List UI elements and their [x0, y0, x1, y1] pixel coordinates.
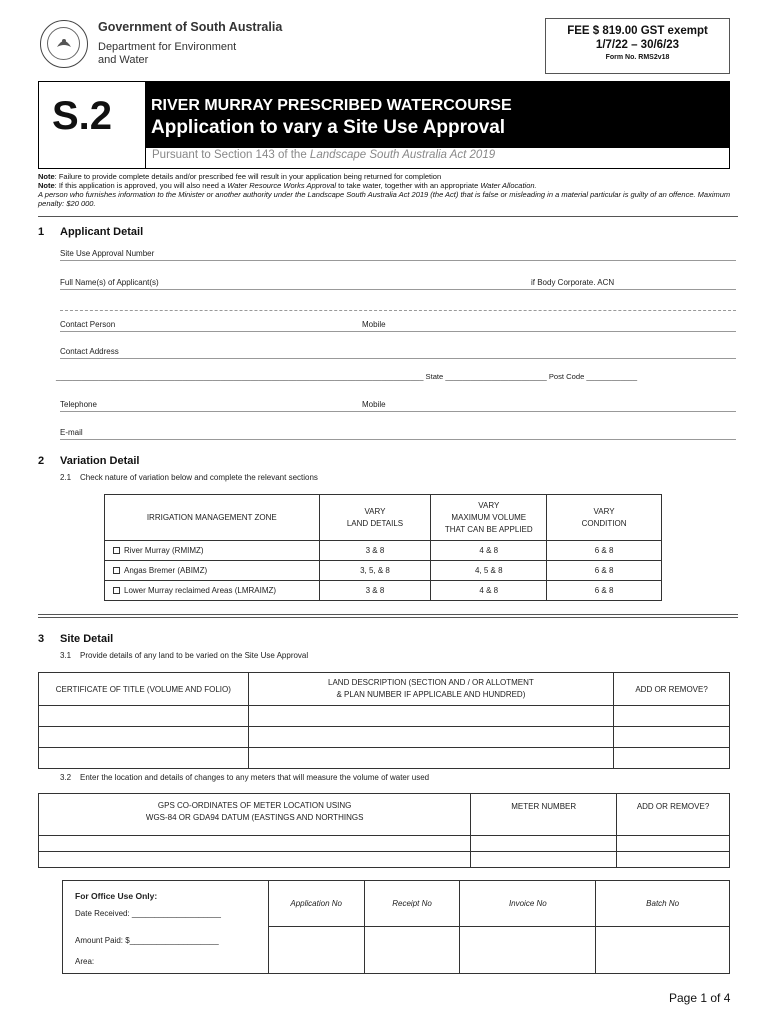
- cell-input[interactable]: [248, 748, 613, 769]
- mobile-label-2: Mobile: [362, 400, 386, 409]
- zone-rmimz-label: River Murray (RMIMZ): [124, 546, 204, 555]
- note-2-text-d: Water Allocation.: [480, 181, 537, 190]
- section-2-number: 2: [38, 455, 45, 467]
- note-1: [38, 172, 738, 181]
- section-3-title: Site Detail: [60, 633, 114, 645]
- mobile-label: Mobile: [362, 320, 386, 329]
- variation-table: [104, 494, 662, 601]
- note-label: Note: [38, 172, 55, 181]
- cell-input[interactable]: [39, 727, 249, 748]
- cell-land: 3 & 8: [319, 541, 431, 561]
- amount-paid-field[interactable]: Amount Paid: $____________________: [75, 936, 219, 945]
- cell-volume: 4 & 8: [431, 581, 547, 601]
- cell-input[interactable]: [614, 748, 730, 769]
- application-no-header: Application No: [268, 881, 364, 927]
- section-1-number: 1: [38, 226, 45, 238]
- office-use-table: [62, 880, 730, 974]
- seal-bird-icon: [41, 21, 87, 67]
- land-row[interactable]: [39, 748, 730, 769]
- office-use-details: [63, 881, 269, 974]
- address-state-postcode-line[interactable]: _______________________________________________________________________________________ State ________________________ Post Code ____________: [56, 372, 638, 381]
- department-line-2: and Water: [98, 54, 149, 66]
- header-gps: [39, 794, 471, 836]
- form-code: S.2: [52, 94, 113, 138]
- variation-row-rmimz: [105, 541, 662, 561]
- area-field[interactable]: Area:: [75, 957, 95, 966]
- cell-input[interactable]: [39, 836, 471, 852]
- section-3-1-instruction: 3.1 Provide details of any land to be varied on the Site Use Approval: [60, 651, 309, 660]
- section-3-number: 3: [38, 633, 45, 645]
- cell-volume: 4 & 8: [431, 541, 547, 561]
- divider: [38, 216, 738, 217]
- applicant-name-label: Full Name(s) of Applicant(s): [60, 278, 159, 287]
- notes: [38, 172, 738, 208]
- invoice-no-cell[interactable]: [460, 927, 596, 974]
- divider: [38, 614, 738, 615]
- header-certificate-of-title: CERTIFICATE OF TITLE (VOLUME AND FOLIO): [39, 673, 249, 706]
- note-1-text: : Failure to provide complete details and/or prescribed fee will result in your application being returned for completion: [54, 172, 442, 181]
- header-vary-condition: VARY CONDITION: [547, 495, 662, 541]
- header-meter-number: METER NUMBER: [471, 794, 617, 836]
- zone-abimz[interactable]: [105, 561, 320, 581]
- variation-row-lmraimz: [105, 581, 662, 601]
- pursuant-prefix: Pursuant to Section 143 of the: [152, 149, 310, 161]
- section-2-1-instruction: 2.1 Check nature of variation below and complete the relevant sections: [60, 473, 318, 482]
- pursuant-text: [152, 149, 495, 161]
- variation-table-header: [105, 495, 662, 541]
- cell-input[interactable]: [39, 706, 249, 727]
- application-no-cell[interactable]: [268, 927, 364, 974]
- cell-input[interactable]: [39, 748, 249, 769]
- zone-lmraimz-label: Lower Murray reclaimed Areas (LMRAIMZ): [124, 586, 277, 595]
- contact-person-label: Contact Person: [60, 320, 116, 329]
- cell-input[interactable]: [39, 852, 471, 868]
- receipt-no-header: Receipt No: [364, 881, 460, 927]
- form-number: Form No. RMS2v18: [605, 54, 670, 61]
- batch-no-header: Batch No: [596, 881, 730, 927]
- cell-land: 3, 5, & 8: [319, 561, 431, 581]
- header-zone-text: IRRIGATION MANAGEMENT ZONE: [146, 513, 277, 522]
- section-1-title: Applicant Detail: [60, 226, 144, 238]
- department-line-1: Department for Environment: [98, 41, 237, 53]
- title-line-1: RIVER MURRAY PRESCRIBED WATERCOURSE: [151, 97, 512, 114]
- note-2: [38, 181, 738, 190]
- zone-rmimz[interactable]: [105, 541, 320, 561]
- cell-condition: 6 & 8: [547, 581, 662, 601]
- cell-land: 3 & 8: [319, 581, 431, 601]
- note-2-text-a: : If this application is approved, you will also need a: [54, 181, 228, 190]
- cell-input[interactable]: [617, 836, 730, 852]
- pursuant-act: Landscape South Australia Act 2019: [309, 149, 496, 161]
- cell-condition: 6 & 8: [547, 541, 662, 561]
- header-vary-volume: VARY MAXIMUM VOLUME THAT CAN BE APPLIED: [431, 495, 547, 541]
- header-meter-add-remove: ADD OR REMOVE?: [617, 794, 730, 836]
- date-received-field[interactable]: Date Received: ____________________: [75, 909, 221, 918]
- fee-amount: FEE $ 819.00 GST exempt: [567, 25, 708, 37]
- applicant-name-field[interactable]: [60, 289, 736, 290]
- fee-period: 1/7/22 – 30/6/23: [595, 39, 680, 51]
- telephone-field[interactable]: [60, 411, 736, 412]
- section-3-2-instruction: 3.2 Enter the location and details of changes to any meters that will measure the volume of water used: [60, 773, 430, 782]
- header-land-description-2: & PLAN NUMBER IF APPLICABLE AND HUNDRED): [336, 690, 526, 699]
- checkbox[interactable]: [113, 587, 120, 594]
- cell-volume: 4, 5 & 8: [431, 561, 547, 581]
- cell-input[interactable]: [471, 852, 617, 868]
- acn-label: if Body Corporate. ACN: [531, 278, 615, 287]
- cell-input[interactable]: [614, 727, 730, 748]
- note-2-text-c: to take water, together with an appropriate: [336, 181, 481, 190]
- cell-condition: 6 & 8: [547, 561, 662, 581]
- note-label: Note: [38, 181, 55, 190]
- meter-table: [38, 793, 730, 868]
- checkbox[interactable]: [113, 567, 120, 574]
- email-label: E-mail: [60, 428, 83, 437]
- fee-box: [545, 18, 730, 74]
- header-gps-1: GPS CO-ORDINATES OF METER LOCATION USING: [157, 801, 352, 810]
- variation-row-abimz: [105, 561, 662, 581]
- header-vary-land: VARY LAND DETAILS: [319, 495, 431, 541]
- offence-warning: A person who furnishes information to the Minister or another authority under the Landscape South Australia Act 2019 (the Act) that is false or misleading in a material particular is guilty of an offence. Maximum penalty: $20 000.: [38, 190, 731, 208]
- cell-input[interactable]: [614, 706, 730, 727]
- header-zone: [105, 495, 320, 541]
- invoice-no-header: Invoice No: [460, 881, 596, 927]
- applicant-name-field-2[interactable]: [60, 310, 736, 311]
- cell-input[interactable]: [248, 706, 613, 727]
- department-name: [98, 41, 236, 67]
- email-field[interactable]: [60, 439, 736, 440]
- form-title: Application to vary a Site Use Approval: [151, 117, 506, 138]
- batch-no-cell[interactable]: [596, 927, 730, 974]
- note-2-text-b: Water Resource Works Approval: [227, 181, 337, 190]
- header-add-or-remove: ADD OR REMOVE?: [614, 673, 730, 706]
- land-row[interactable]: [39, 706, 730, 727]
- cell-input[interactable]: [248, 727, 613, 748]
- checkbox[interactable]: [113, 547, 120, 554]
- section-2-title: Variation Detail: [60, 455, 140, 467]
- land-table-header: [39, 673, 730, 706]
- land-table: [38, 672, 730, 769]
- cell-input[interactable]: [471, 836, 617, 852]
- office-use-title: For Office Use Only:: [75, 891, 158, 901]
- receipt-no-cell[interactable]: [364, 927, 460, 974]
- zone-abimz-label: Angas Bremer (ABIMZ): [124, 566, 208, 575]
- divider: [38, 617, 738, 618]
- header-land-description: [248, 673, 613, 706]
- header-land-description-1: LAND DESCRIPTION (SECTION AND / OR ALLOTMENT: [328, 678, 534, 687]
- contact-address-label: Contact Address: [60, 347, 119, 356]
- office-use-header: [63, 881, 730, 927]
- land-row[interactable]: [39, 727, 730, 748]
- cell-input[interactable]: [617, 852, 730, 868]
- telephone-label: Telephone: [60, 400, 97, 409]
- page-number: Page 1 of 4: [669, 991, 731, 1005]
- header-gps-2: WGS-84 OR GDA94 DATUM (EASTINGS AND NORTHINGS: [145, 813, 364, 822]
- meter-table-header: [39, 794, 730, 836]
- site-use-approval-number-label: Site Use Approval Number: [60, 249, 155, 258]
- meter-row[interactable]: [39, 836, 730, 852]
- sa-government-seal: [40, 20, 88, 68]
- site-use-approval-number-field[interactable]: [60, 260, 736, 261]
- meter-row[interactable]: [39, 852, 730, 868]
- zone-lmraimz[interactable]: [105, 581, 320, 601]
- contact-person-field[interactable]: [60, 331, 736, 332]
- government-name: Government of South Australia: [98, 20, 283, 34]
- contact-address-field[interactable]: [60, 358, 736, 359]
